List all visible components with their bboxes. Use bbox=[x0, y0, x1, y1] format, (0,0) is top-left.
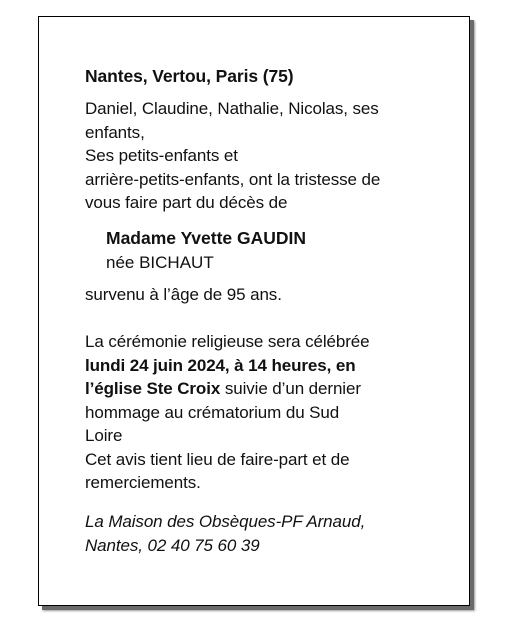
ceremony-line-rest: suivie d’un dernier bbox=[220, 379, 361, 398]
ceremony-line: Loire bbox=[85, 426, 123, 445]
notice-heading: Nantes, Vertou, Paris (75) bbox=[85, 66, 294, 86]
family-announcement bbox=[85, 97, 440, 215]
ceremony-line: hommage au crématorium du Sud bbox=[85, 402, 340, 422]
intro-line: Ses petits-enfants et bbox=[85, 146, 238, 165]
funeral-home-signature bbox=[85, 510, 440, 557]
signature-line: Nantes, 02 40 75 60 39 bbox=[85, 535, 260, 555]
ceremony-details bbox=[85, 330, 440, 495]
ceremony-line: remerciements. bbox=[85, 473, 201, 492]
deceased-block bbox=[106, 227, 306, 274]
ceremony-line: La cérémonie religieuse sera célébrée bbox=[85, 332, 370, 351]
intro-line: arrière-petits-enfants, ont la tristesse de bbox=[85, 169, 381, 189]
ceremony-date: lundi 24 juin 2024, à 14 heures, en bbox=[85, 355, 356, 375]
ceremony-line: Cet avis tient lieu de faire-part et de bbox=[85, 449, 350, 469]
signature-line: La Maison des Obsèques-PF Arnaud, bbox=[85, 512, 366, 531]
ceremony-line bbox=[85, 377, 440, 401]
intro-line: enfants, bbox=[85, 122, 145, 142]
age-statement: survenu à l’âge de 95 ans. bbox=[85, 285, 282, 304]
intro-line: vous faire part du décès de bbox=[85, 193, 288, 212]
obituary-notice bbox=[38, 16, 470, 606]
intro-line: Daniel, Claudine, Nathalie, Nicolas, ses bbox=[85, 99, 379, 118]
maiden-name: née BICHAUT bbox=[106, 252, 214, 272]
ceremony-place: l’église Ste Croix bbox=[85, 379, 221, 398]
deceased-name: Madame Yvette GAUDIN bbox=[106, 228, 307, 248]
